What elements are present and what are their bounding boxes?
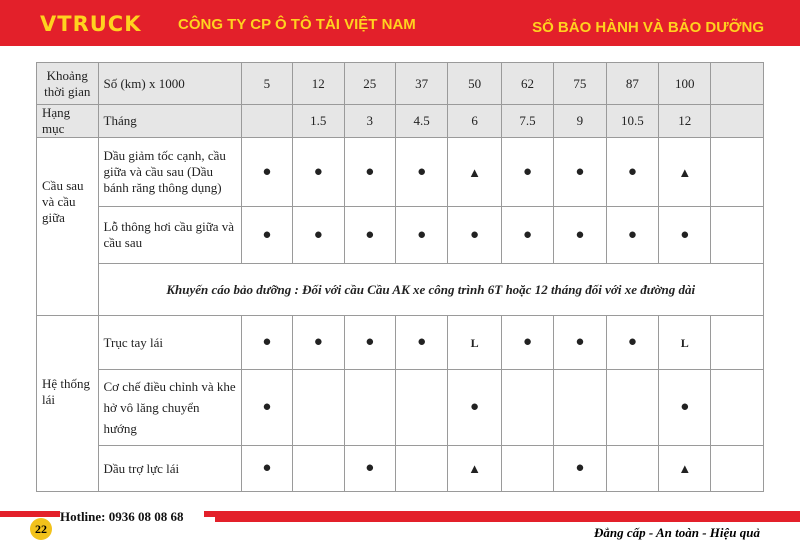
mark-cell <box>395 370 447 446</box>
month-value <box>711 105 764 138</box>
mark-cell: ● <box>293 138 344 207</box>
mark-cell <box>606 446 658 492</box>
mark-cell: ● <box>395 207 447 264</box>
month-label: Tháng <box>98 105 241 138</box>
header-bar <box>0 0 800 46</box>
book-title: SỔ BẢO HÀNH VÀ BẢO DƯỠNG <box>532 19 764 36</box>
mark-cell: ● <box>395 138 447 207</box>
month-value: 10.5 <box>606 105 658 138</box>
mark-cell <box>711 207 764 264</box>
km-value: 75 <box>554 63 606 105</box>
mark-cell <box>344 370 395 446</box>
table-row <box>37 316 764 370</box>
mark-cell: ● <box>554 207 606 264</box>
mark-cell <box>501 446 553 492</box>
mark-cell <box>711 316 764 370</box>
item-label: Hạng mục <box>37 105 99 138</box>
mark-cell <box>606 370 658 446</box>
mark-cell: ● <box>241 370 292 446</box>
group-axle: Cầu sau và cầu giữa <box>37 138 99 316</box>
group-steering: Hệ thống lái <box>37 316 99 492</box>
brand-logo: VTRUCK <box>40 12 142 36</box>
maintenance-advice: Khuyến cáo bảo dưỡng : Đối với cầu Cầu AK xe công trình 6T hoặc 12 tháng đối với xe đường dài <box>98 264 764 316</box>
month-value: 6 <box>448 105 501 138</box>
item-cell: Lỗ thông hơi cầu giữa và cầu sau <box>98 207 241 264</box>
mark-cell: ● <box>554 316 606 370</box>
mark-cell <box>293 370 344 446</box>
month-value: 4.5 <box>395 105 447 138</box>
km-value: 25 <box>344 63 395 105</box>
mark-cell <box>501 370 553 446</box>
km-value: 12 <box>293 63 344 105</box>
mark-cell <box>711 446 764 492</box>
month-value: 3 <box>344 105 395 138</box>
header-row-month <box>37 105 764 138</box>
mark-cell: ● <box>241 316 292 370</box>
mark-cell: ● <box>395 316 447 370</box>
table-row <box>37 138 764 207</box>
footer-line <box>215 519 800 522</box>
mark-cell: ● <box>344 316 395 370</box>
mark-cell: ● <box>501 316 553 370</box>
mark-cell: ▲ <box>448 446 501 492</box>
mark-cell: ● <box>606 207 658 264</box>
month-value: 1.5 <box>293 105 344 138</box>
mark-cell: ● <box>241 138 292 207</box>
item-cell: Dầu trợ lực lái <box>98 446 241 492</box>
mark-cell: ● <box>448 207 501 264</box>
mark-cell: ▲ <box>659 446 711 492</box>
km-value: 87 <box>606 63 658 105</box>
mark-cell: ▲ <box>448 138 501 207</box>
month-value <box>241 105 292 138</box>
mark-cell: ● <box>241 207 292 264</box>
mark-cell: ● <box>606 316 658 370</box>
mark-cell: ● <box>659 370 711 446</box>
km-value: 100 <box>659 63 711 105</box>
mark-cell: ● <box>344 446 395 492</box>
mark-cell: L <box>659 316 711 370</box>
mark-cell: ● <box>448 370 501 446</box>
item-cell: Cơ chế điều chỉnh và khe hở vô lăng chuyển hướng <box>98 370 241 446</box>
km-value: 50 <box>448 63 501 105</box>
mark-cell: ● <box>606 138 658 207</box>
item-cell: Trục tay lái <box>98 316 241 370</box>
period-label: Khoảng thời gian <box>37 63 99 105</box>
page-number: 22 <box>30 518 52 540</box>
month-value: 9 <box>554 105 606 138</box>
slogan: Đẳng cấp - An toàn - Hiệu quả <box>593 525 760 540</box>
mark-cell: ● <box>501 207 553 264</box>
company-name: CÔNG TY CP Ô TÔ TẢI VIỆT NAM <box>178 16 416 33</box>
mark-cell: ● <box>293 316 344 370</box>
mark-cell: ● <box>293 207 344 264</box>
km-value <box>711 63 764 105</box>
table-row <box>37 446 764 492</box>
km-label: Số (km) x 1000 <box>98 63 241 105</box>
month-value: 7.5 <box>501 105 553 138</box>
header-row-km <box>37 63 764 105</box>
mark-cell <box>395 446 447 492</box>
table-row <box>37 207 764 264</box>
mark-cell: ● <box>659 207 711 264</box>
maintenance-table <box>36 62 764 492</box>
mark-cell <box>711 138 764 207</box>
mark-cell: ● <box>344 138 395 207</box>
km-value: 5 <box>241 63 292 105</box>
mark-cell <box>554 370 606 446</box>
item-cell: Dầu giảm tốc cạnh, cầu giữa và cầu sau (Dầu bánh răng thông dụng) <box>98 138 241 207</box>
km-value: 62 <box>501 63 553 105</box>
mark-cell: ▲ <box>659 138 711 207</box>
hotline: Hotline: 0936 08 08 68 <box>60 509 204 525</box>
table-row <box>37 370 764 446</box>
advice-row <box>37 264 764 316</box>
mark-cell: ● <box>554 446 606 492</box>
mark-cell: ● <box>501 138 553 207</box>
mark-cell <box>711 370 764 446</box>
mark-cell: ● <box>241 446 292 492</box>
km-value: 37 <box>395 63 447 105</box>
mark-cell <box>293 446 344 492</box>
mark-cell: ● <box>344 207 395 264</box>
mark-cell: L <box>448 316 501 370</box>
month-value: 12 <box>659 105 711 138</box>
mark-cell: ● <box>554 138 606 207</box>
